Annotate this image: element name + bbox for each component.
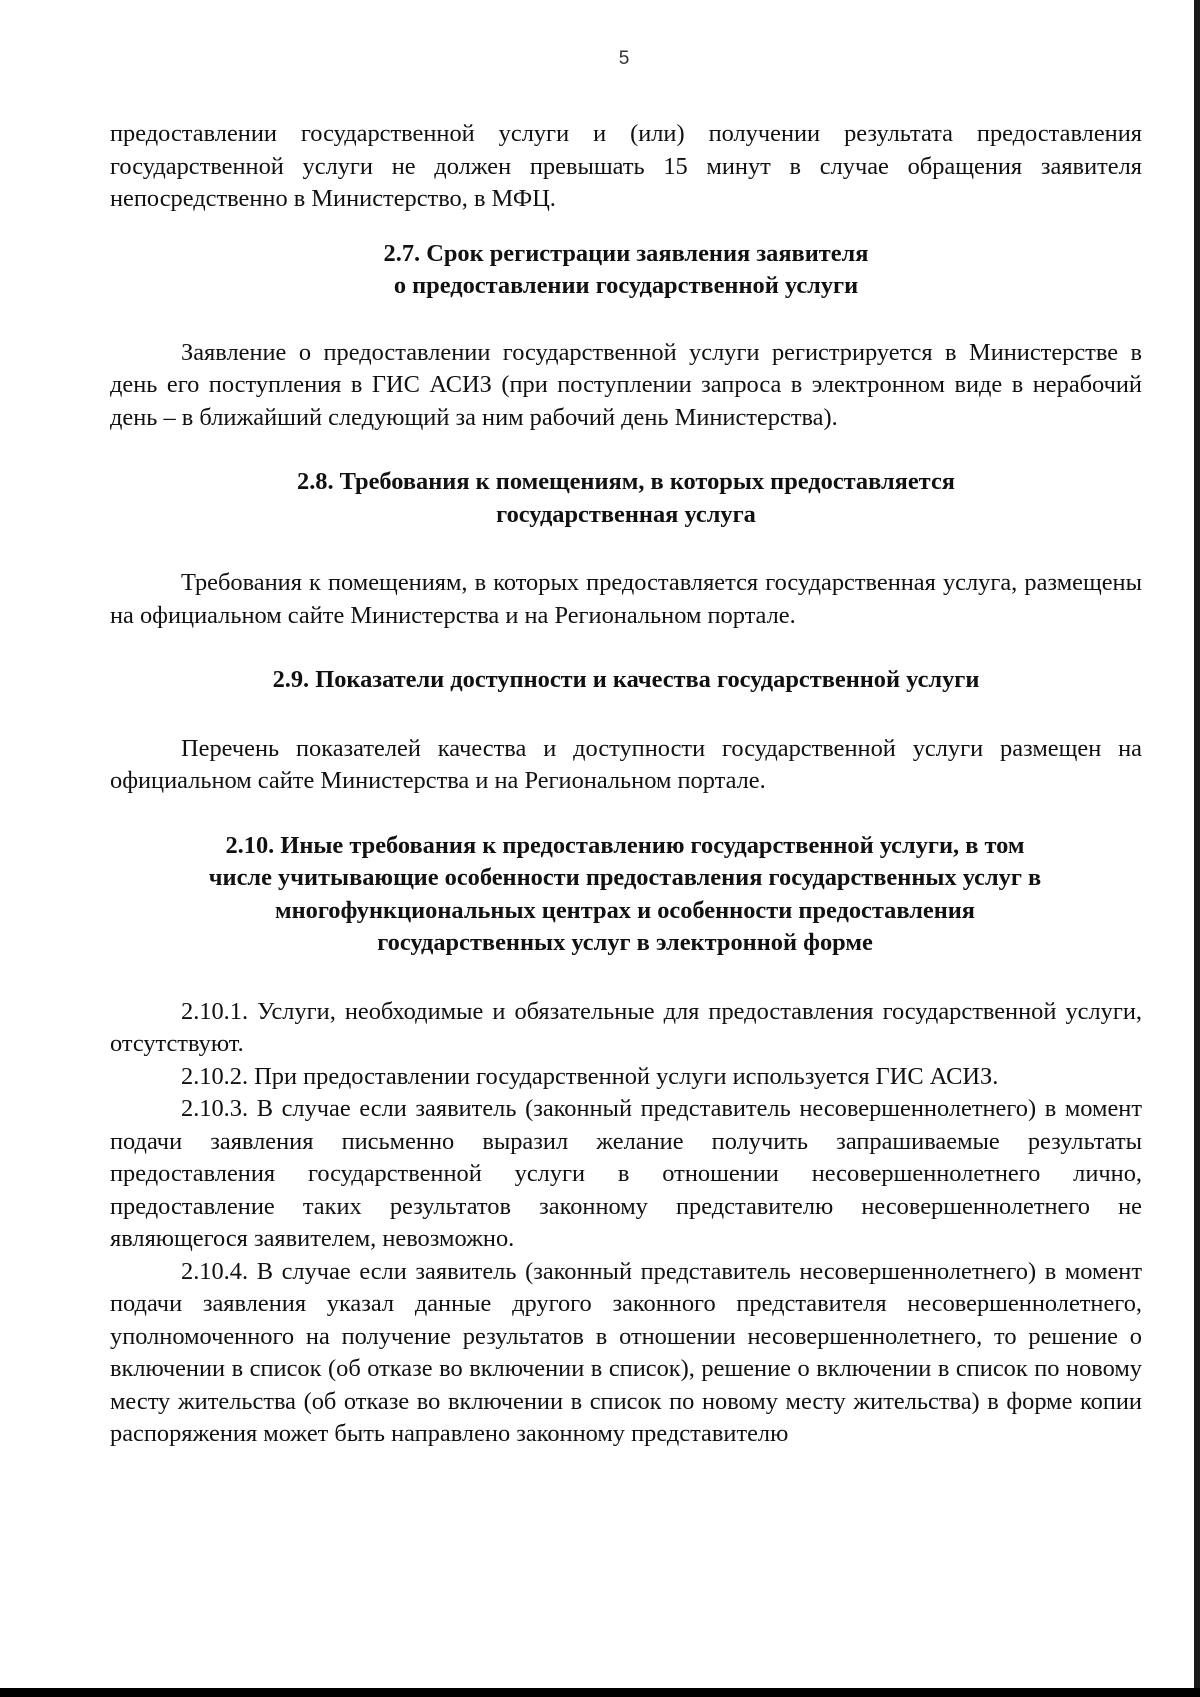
scan-bottom-border [0,1688,1200,1697]
heading-line: 2.10. Иные требования к предоставлению государственной услуги, в том [225,831,1025,859]
section-heading-2-9 [110,664,1142,697]
paragraph-registration: Заявление о предоставлении государственной услуги регистрируется в Министерстве в день его поступления в ГИС АСИЗ (при поступлении запроса в электронном виде в нерабочий день – в ближайший следующий за ним рабочий день Министерства). [110,338,1142,431]
section-heading-2-7 [110,238,1142,303]
page-number: 5 [618,48,630,69]
heading-line: 2.8. Требования к помещениям, в которых предоставляется [297,468,955,495]
paragraph-premises: Требования к помещениям, в которых предоставляется государственная услуга, размещены на официальном сайте Министерства и на Региональном портале. [110,569,1142,629]
heading-line: государственная услуга [496,500,756,528]
section-heading-2-10 [70,830,1180,960]
paragraph-2-10-4: 2.10.4. В случае если заявитель (законный представитель несовершеннолетнего) в момент подачи заявления указал данные другого законного представителя несовершеннолетнего, уполномоченного на получение результатов в отношении несовершеннолетнего, то решение о включении в список (об отказе во включении в список), решение о включении в список по новому месту жительства (об отказе во включении в список по новому месту жительства) в форме копии распоряжения может быть направлено законному представителю [110,1257,1142,1447]
heading-line: числе учитывающие особенности предоставления государственных услуг в [208,864,1042,891]
heading-line: 2.9. Показатели доступности и качества государственной услуги [272,666,980,693]
paragraph-2-10-2: 2.10.2. При предоставлении государственной услуги используется ГИС АСИЗ. [181,1062,999,1090]
heading-line: 2.7. Срок регистрации заявления заявителя [383,239,869,267]
document-body [110,118,1142,1451]
section-heading-2-8 [110,466,1142,531]
heading-line: о предоставлении государственной услуги [393,272,859,299]
heading-line: многофункциональных центрах и особенности предоставления [274,896,976,924]
scan-edge-shadow [1194,0,1200,1697]
paragraph-2-10-1: 2.10.1. Услуги, необходимые и обязательные для предоставления государственной услуги, отсутствуют. [110,997,1142,1057]
paragraph-indicators: Перечень показателей качества и доступности государственной услуги размещен на официальном сайте Министерства и на Региональном портале. [110,734,1142,794]
paragraph-2-10-3: 2.10.3. В случае если заявитель (законный представитель несовершеннолетнего) в момент подачи заявления письменно выразил желание получить запрашиваемые результаты предоставления государственной услуги в отношении несовершеннолетнего лично, предоставление таких результатов законному представителю несовершеннолетнего не являющегося заявителем, невозможно. [110,1095,1142,1252]
heading-line: государственных услуг в электронной форме [377,929,873,956]
paragraph-continuation: предоставлении государственной услуги и (или) получении результата предоставления государственной услуги не должен превышать 15 минут в случае обращения заявителя непосредственно в Министерство, в МФЦ. [110,120,1142,212]
